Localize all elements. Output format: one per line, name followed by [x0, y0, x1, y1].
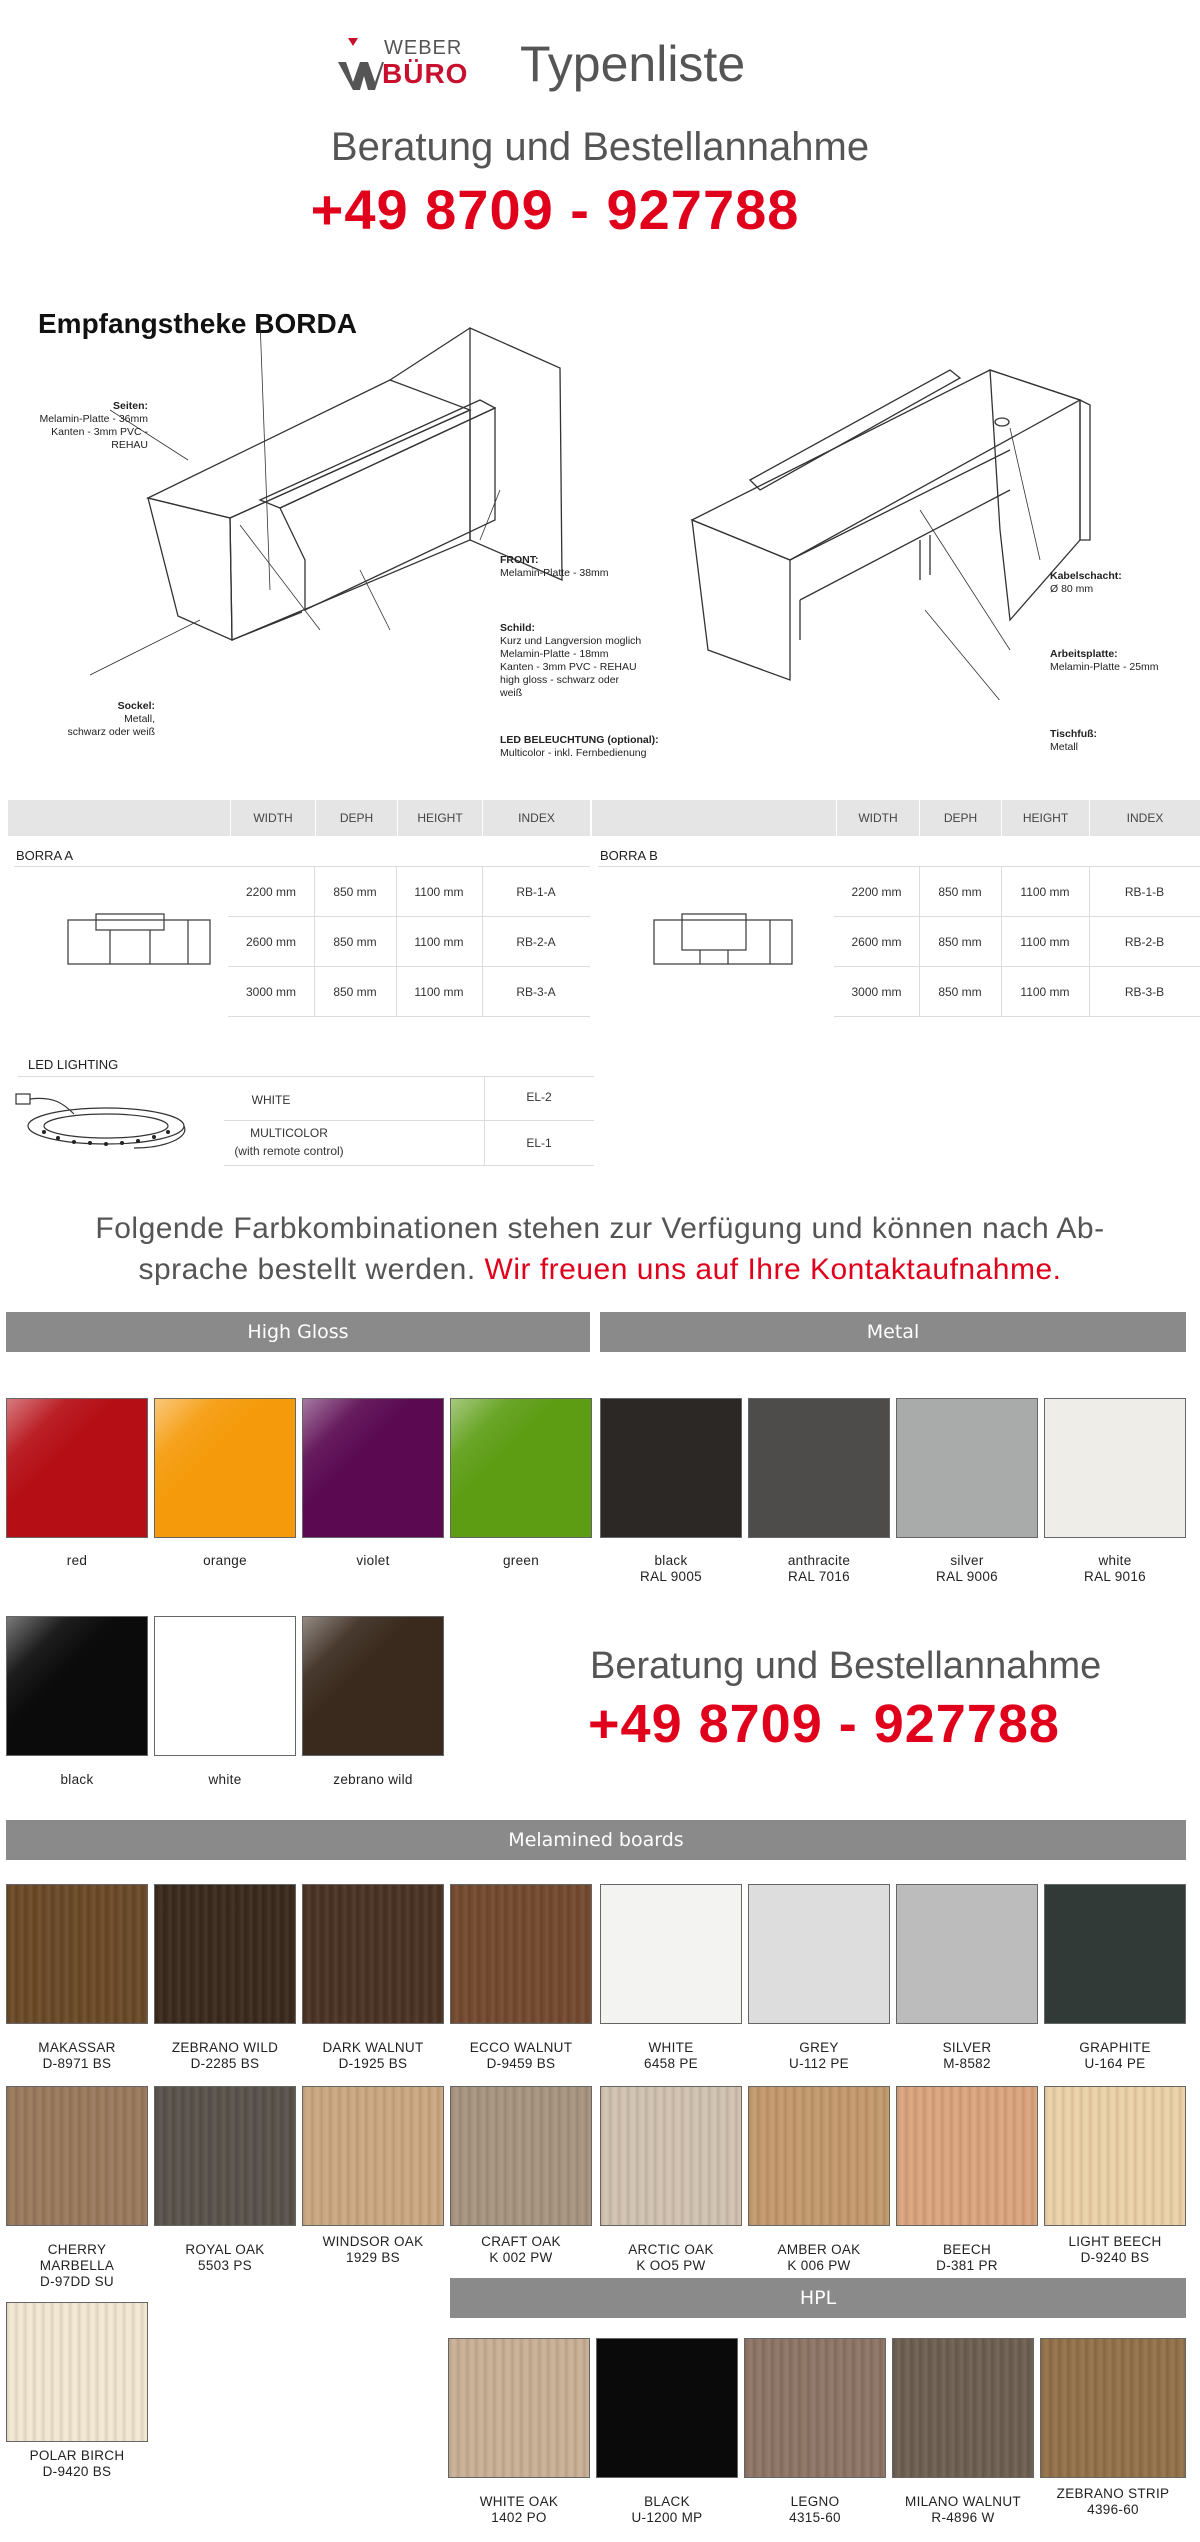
swatch-label: WHITE 6458 PE: [644, 2040, 698, 2071]
swatch-label: ZEBRANO STRIP 4396-60: [1056, 2486, 1170, 2517]
swatch-label: white RAL 9016: [1084, 1553, 1146, 1584]
swatch-gloss-violet[interactable]: [302, 1398, 444, 1538]
swatch-label: BEECH D-381 PR: [936, 2242, 998, 2273]
swatch-label: POLAR BIRCH D-9420 BS: [29, 2448, 125, 2479]
swatch-mel-windsor-oak[interactable]: [302, 2086, 444, 2226]
table-name-led: LED LIGHTING: [28, 1057, 119, 1072]
swatch-label: green: [502, 1553, 540, 1568]
swatch-label: white: [208, 1772, 242, 1787]
swatch-mel-zebrano-wild[interactable]: [154, 1884, 296, 2024]
swatch-mel-makassar[interactable]: [6, 1884, 148, 2024]
swatch-mel-cherry-marbella[interactable]: [6, 2086, 148, 2226]
table-cell: 3000 mm: [851, 985, 902, 999]
table-cell: 3000 mm: [245, 985, 297, 999]
swatch-label: ECCO WALNUT D-9459 BS: [469, 2040, 573, 2071]
th-height-right: HEIGHT: [1001, 800, 1089, 836]
swatch-metal-silver[interactable]: [896, 1398, 1038, 1538]
table-cell: 850 mm: [333, 985, 377, 999]
spec-led: LED BELEUCHTUNG (optional): Multicolor - inkl. Fernbedienung: [500, 734, 659, 759]
swatch-label: silver RAL 9006: [936, 1553, 998, 1584]
swatch-label: black RAL 9005: [640, 1553, 702, 1584]
table-name-borra-a: BORRA A: [16, 848, 74, 863]
table-cell: 2200 mm: [851, 885, 902, 899]
swatch-mel-dark-walnut[interactable]: [302, 1884, 444, 2024]
product-title: Empfangstheke BORDA: [38, 308, 357, 339]
swatch-label: MILANO WALNUT R-4896 W: [905, 2494, 1021, 2525]
swatch-gloss-orange[interactable]: [154, 1398, 296, 1538]
table-cell: RB-2-B: [1124, 935, 1165, 949]
swatch-label: ZEBRANO WILD D-2285 BS: [171, 2040, 279, 2071]
swatch-label: ARCTIC OAK K OO5 PW: [628, 2242, 714, 2273]
swatch-label: BLACK U-1200 MP: [631, 2494, 703, 2525]
th-deph-right: DEPH: [919, 800, 1001, 836]
row-divider: [224, 1120, 594, 1121]
swatch-label: GREY U-112 PE: [789, 2040, 849, 2071]
swatch-label: AMBER OAK K 006 PW: [777, 2242, 861, 2273]
th-width-right: WIDTH: [836, 800, 919, 836]
table-cell: 1100 mm: [1020, 985, 1070, 999]
phone-number[interactable]: +49 8709 - 927788: [310, 178, 800, 241]
swatch-label: anthracite RAL 7016: [787, 1553, 851, 1584]
led-multicolor-index: EL-1: [526, 1136, 552, 1150]
swatch-metal-anthracite[interactable]: [748, 1398, 890, 1538]
row-divider: [228, 916, 590, 917]
swatch-mel-silver[interactable]: [896, 1884, 1038, 2024]
spec-front: FRONT: Melamin-Platte - 38mm: [500, 554, 609, 579]
table-cell: RB-2-A: [516, 935, 556, 949]
row-divider: [224, 1165, 594, 1166]
swatch-label: ROYAL OAK 5503 PS: [185, 2242, 265, 2273]
th-height-left: HEIGHT: [397, 800, 482, 836]
section-hpl: HPL: [450, 2278, 1186, 2318]
weber-buero-logo-icon: [336, 36, 384, 92]
swatch-hpl-milano-walnut[interactable]: [892, 2338, 1034, 2478]
swatch-gloss-white[interactable]: [154, 1616, 296, 1756]
swatch-mel-royal-oak[interactable]: [154, 2086, 296, 2226]
swatch-mel-ecco-walnut[interactable]: [450, 1884, 592, 2024]
table-cell: 850 mm: [333, 885, 377, 899]
spec-tischfuss: Tischfuß: Metall: [1050, 728, 1098, 753]
swatch-label: orange: [203, 1553, 247, 1568]
row-divider: [228, 966, 590, 967]
spec-kabel: Kabelschacht: Ø 80 mm: [1050, 570, 1122, 595]
swatch-label: LEGNO 4315-60: [789, 2494, 841, 2525]
table-cell: 1100 mm: [1020, 935, 1070, 949]
table-cell: RB-3-A: [516, 985, 556, 999]
led-multicolor-label: MULTICOLOR (with remote control): [234, 1126, 344, 1158]
led-white-index: EL-2: [526, 1090, 552, 1104]
swatch-mel-graphite[interactable]: [1044, 1884, 1186, 2024]
counter-back-drawing: [680, 350, 1100, 700]
section-melamined: Melamined boards: [6, 1820, 1186, 1860]
swatch-label: violet: [356, 1553, 390, 1568]
swatch-gloss-black[interactable]: [6, 1616, 148, 1756]
swatch-label: WHITE OAK 1402 PO: [479, 2494, 559, 2525]
swatch-mel-amber-oak[interactable]: [748, 2086, 890, 2226]
swatch-gloss-zebrano-wild[interactable]: [302, 1616, 444, 1756]
th-width-left: WIDTH: [230, 800, 315, 836]
page-title: Typenliste: [520, 36, 746, 92]
led-white-label: WHITE: [251, 1093, 291, 1107]
swatch-metal-white[interactable]: [1044, 1398, 1186, 1538]
table-cell: RB-1-A: [516, 885, 556, 899]
swatch-mel-craft-oak[interactable]: [450, 2086, 592, 2226]
header-divider: [590, 800, 592, 836]
swatch-hpl-legno[interactable]: [744, 2338, 886, 2478]
th-index-left: INDEX: [482, 800, 590, 836]
table-cell: 850 mm: [938, 935, 982, 949]
swatch-mel-light-beech[interactable]: [1044, 2086, 1186, 2226]
intro-text: Folgende Farbkombinationen stehen zur Verfügung und können nach Ab- sprache bestellt werden. Wir freuen uns auf Ihre Kontaktaufnahme.: [95, 1212, 1105, 1286]
consult-label-2: Beratung und Bestellannahme: [590, 1645, 1102, 1687]
swatch-hpl-zebrano-strip[interactable]: [1040, 2338, 1186, 2478]
swatch-mel-grey[interactable]: [748, 1884, 890, 2024]
swatch-hpl-white-oak[interactable]: [448, 2338, 590, 2478]
swatch-label: GRAPHITE U-164 PE: [1079, 2040, 1151, 2071]
swatch-label: red: [66, 1553, 88, 1568]
spec-schild: Schild: Kurz und Langversion moglich Melamin-Platte - 18mm Kanten - 3mm PVC - REHAU high gloss - schwarz oder weiß: [500, 622, 642, 699]
swatch-metal-black[interactable]: [600, 1398, 742, 1538]
borra-a-plan-icon: [66, 912, 214, 970]
swatch-label: SILVER M-8582: [942, 2040, 992, 2071]
swatch-mel-beech[interactable]: [896, 2086, 1038, 2226]
row-divider: [834, 966, 1200, 967]
swatch-label: zebrano wild: [333, 1772, 413, 1787]
table-cell: 1100 mm: [414, 985, 464, 999]
swatch-hpl-black[interactable]: [596, 2338, 738, 2478]
swatch-label: CRAFT OAK K 002 PW: [481, 2234, 561, 2265]
table-name-borra-b: BORRA B: [600, 848, 658, 863]
section-metal: Metal: [600, 1312, 1186, 1352]
row-divider: [834, 916, 1200, 917]
consult-label: Beratung und Bestellannahme: [330, 125, 870, 169]
table-cell: 1100 mm: [414, 885, 464, 899]
spec-arbeitsplatte: Arbeitsplatte: Melamin-Platte - 25mm: [1050, 648, 1159, 673]
row-divider: [834, 1016, 1200, 1017]
swatch-mel-white[interactable]: [600, 1884, 742, 2024]
phone-number-2[interactable]: +49 8709 - 927788: [588, 1694, 1060, 1754]
table-cell: 2200 mm: [245, 885, 297, 899]
table-cell: 2600 mm: [245, 935, 297, 949]
table-cell: 850 mm: [938, 885, 982, 899]
swatch-label: CHERRY MARBELLA D-97DD SU: [39, 2242, 115, 2289]
section-high-gloss: High Gloss: [6, 1312, 590, 1352]
row-divider: [18, 1076, 594, 1077]
table-cell: 1100 mm: [1020, 885, 1070, 899]
row-divider: [598, 866, 1200, 867]
swatch-label: black: [60, 1772, 94, 1787]
logo-text-bottom: BÜRO: [382, 58, 469, 89]
table-cell: 1100 mm: [414, 935, 464, 949]
logo-text-top: WEBER: [384, 37, 463, 59]
borra-b-plan-icon: [652, 912, 794, 974]
swatch-gloss-red[interactable]: [6, 1398, 148, 1538]
spec-sockel: Sockel: Metall, schwarz oder weiß: [67, 700, 155, 738]
swatch-label: WINDSOR OAK 1929 BS: [322, 2234, 424, 2265]
table-cell: RB-1-B: [1124, 885, 1165, 899]
led-strip-icon: [14, 1090, 194, 1156]
swatch-label: MAKASSAR D-8971 BS: [38, 2040, 116, 2071]
swatch-label: DARK WALNUT D-1925 BS: [322, 2040, 424, 2071]
row-divider: [14, 866, 590, 867]
table-cell: 850 mm: [938, 985, 982, 999]
swatch-mel-arctic-oak[interactable]: [600, 2086, 742, 2226]
spec-seiten: Seiten: Melamin-Platte - 36mm Kanten - 3mm PVC - REHAU: [39, 400, 148, 451]
th-deph-left: DEPH: [315, 800, 397, 836]
swatch-gloss-green[interactable]: [450, 1398, 592, 1538]
table-cell: 2600 mm: [851, 935, 902, 949]
swatch-mel-polar-birch[interactable]: [6, 2302, 148, 2442]
th-index-right: INDEX: [1089, 800, 1200, 836]
row-divider: [228, 1016, 590, 1017]
table-cell: RB-3-B: [1124, 985, 1165, 999]
swatch-label: LIGHT BEECH D-9240 BS: [1068, 2234, 1162, 2265]
table-cell: 850 mm: [333, 935, 377, 949]
